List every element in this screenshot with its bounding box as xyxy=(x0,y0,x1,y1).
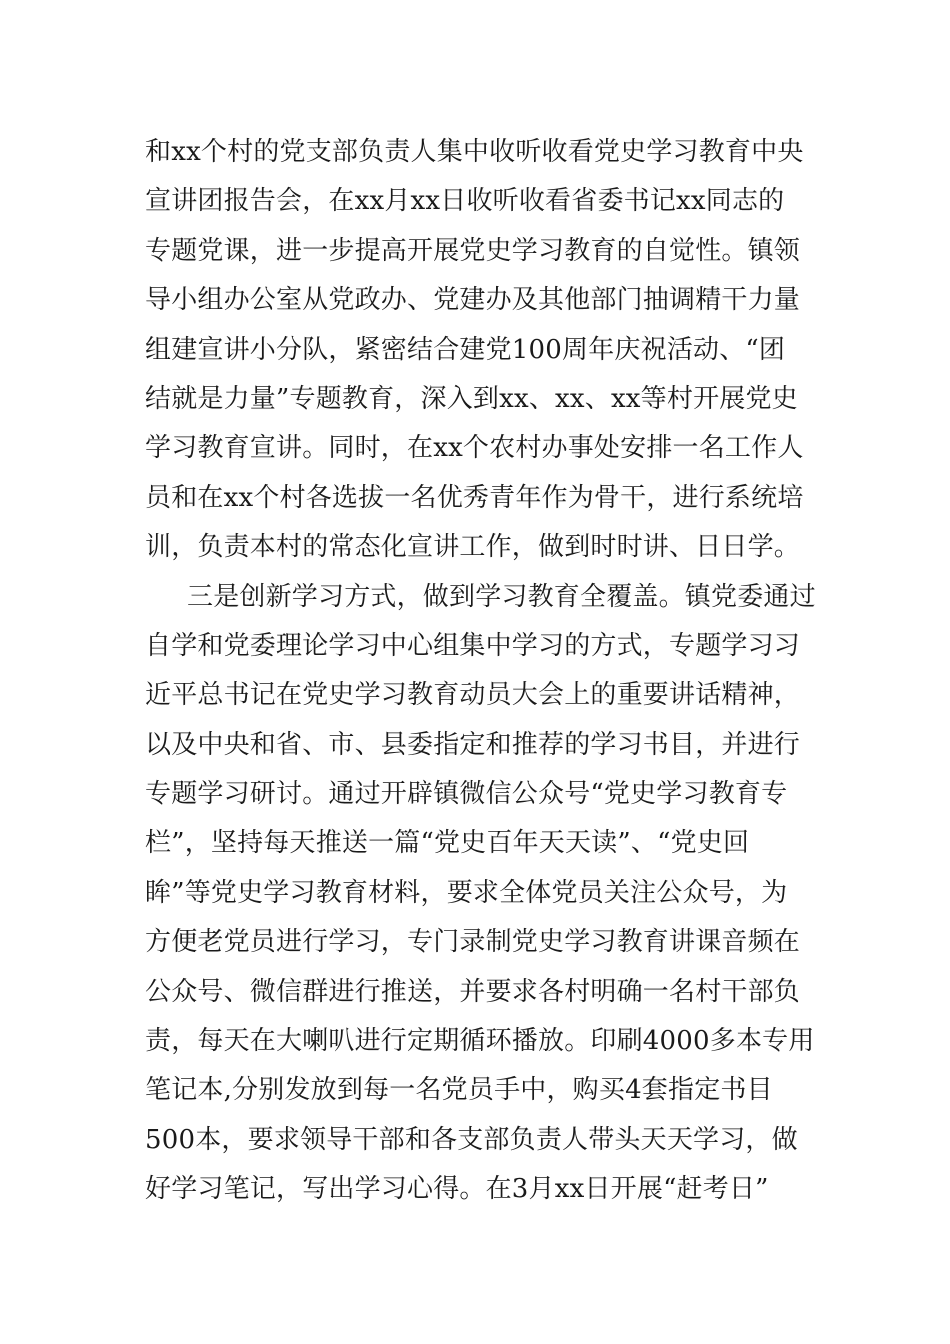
text-line: 近平总书记在党史学习教育动员大会上的重要讲话精神， xyxy=(145,680,801,711)
text-line: 专题党课，进一步提高开展党史学习教育的自觉性。镇领 xyxy=(145,235,801,266)
body-text xyxy=(145,128,825,1215)
paragraph-2 xyxy=(145,573,825,1215)
text-line: 和xx个村的党支部负责人集中收听收看党史学习教育中央 xyxy=(145,137,804,167)
text-line: 方便老党员进行学习，专门录制党史学习教育讲课音频在 xyxy=(145,927,801,958)
text-line: 责，每天在大喇叭进行定期循环播放。印刷4000多本专用 xyxy=(145,1026,815,1057)
text-line: 导小组办公室从党政办、党建办及其他部门抽调精干力量 xyxy=(145,285,801,316)
text-line: 500本，要求领导干部和各支部负责人带头天天学习，做 xyxy=(145,1124,798,1155)
text-line: 员和在xx个村各选拔一名优秀青年作为骨干，进行系统培 xyxy=(145,482,804,513)
text-line: 公众号、微信群进行推送，并要求各村明确一名村干部负 xyxy=(145,976,801,1007)
text-line: 好学习笔记，写出学习心得。在3月xx日开展“赶考日” xyxy=(145,1174,769,1205)
text-line-first: 三是创新学习方式，做到学习教育全覆盖。镇党委通过 xyxy=(187,581,816,612)
text-line: 笔记本,分别发放到每一名党员手中，购买4套指定书目 xyxy=(145,1075,773,1106)
text-line: 专题学习研讨。通过开辟镇微信公众号“党史学习教育专 xyxy=(145,779,788,810)
text-line: 结就是力量”专题教育，深入到xx、xx、xx等村开展党史 xyxy=(145,383,798,414)
text-line: 栏”，坚持每天推送一篇“党史百年天天读”、“党史回 xyxy=(145,828,750,859)
text-line: 自学和党委理论学习中心组集中学习的方式，专题学习习 xyxy=(145,630,801,661)
text-line: 组建宣讲小分队，紧密结合建党100周年庆祝活动、“团 xyxy=(145,334,786,365)
text-line: 以及中央和省、市、县委指定和推荐的学习书目，并进行 xyxy=(145,729,801,760)
paragraph-1 xyxy=(145,128,825,573)
text-line: 训，负责本村的常态化宣讲工作，做到时时讲、日日学。 xyxy=(145,532,801,563)
text-line: 宣讲团报告会，在xx月xx日收听收看省委书记xx同志的 xyxy=(145,186,785,217)
text-line: 眸”等党史学习教育材料，要求全体党员关注公众号，为 xyxy=(145,877,788,908)
text-line: 学习教育宣讲。同时，在xx个农村办事处安排一名工作人 xyxy=(145,433,804,464)
